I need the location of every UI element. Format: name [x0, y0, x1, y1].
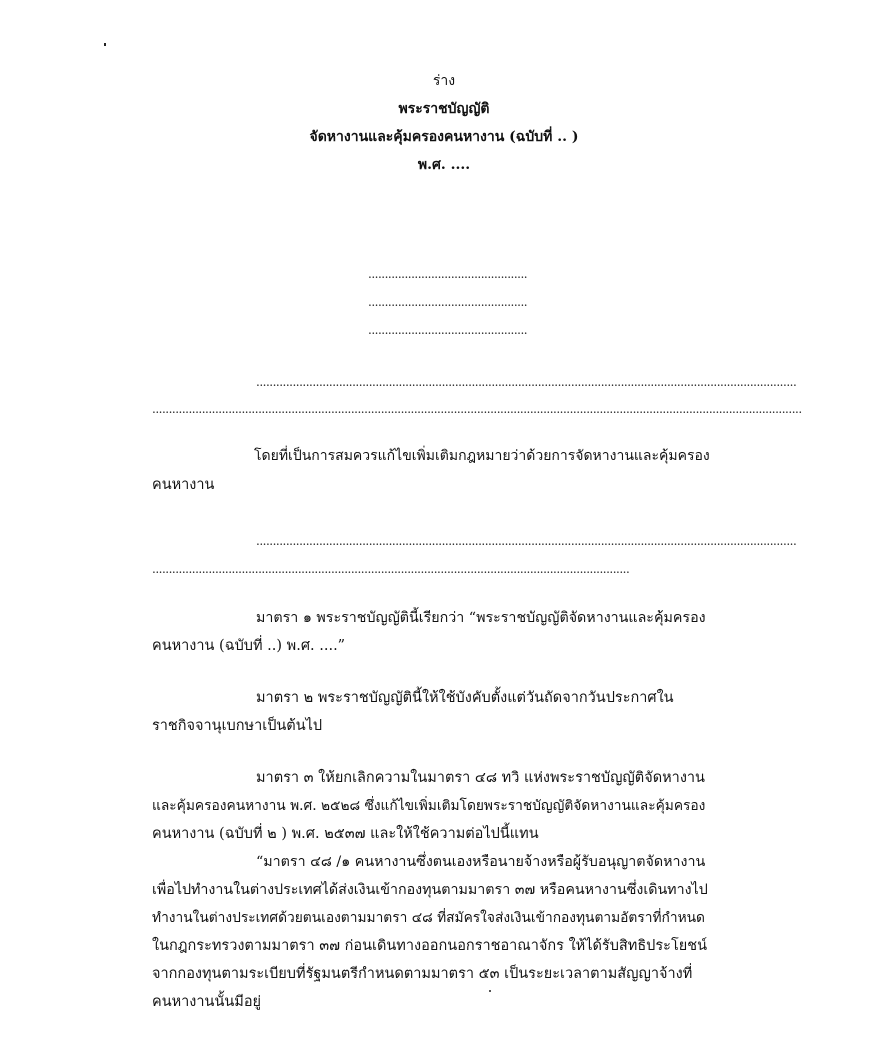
scan-speck	[104, 43, 106, 46]
section-2-text: ราชกิจจานุเบกษาเป็นต้นไป	[152, 718, 323, 734]
section-1-text: มาตรา ๑ พระราชบัญญัตินี้เรียกว่า “พระราชบัญญัติจัดหางานและคุ้มครอง	[256, 610, 706, 626]
preamble-dotted-line: ...................................................................................................................................................................	[256, 375, 797, 389]
signature-line: ................................................	[368, 267, 528, 281]
enacting-dotted-line: ................................................................................................................................................	[152, 562, 630, 576]
section-3-text: มาตรา ๓ ให้ยกเลิกความในมาตรา ๔๘ ทวิ แห่งพระราชบัญญัติจัดหางาน	[256, 770, 705, 786]
section-48-1-text: คนหางานนั้นมีอยู่	[152, 994, 262, 1010]
signature-line: ................................................	[368, 323, 528, 337]
section-3-text: คนหางาน (ฉบับที่ ๒ ) พ.ศ. ๒๕๓๗ และให้ใช้ความต่อไปนี้แทน	[152, 826, 539, 842]
act-title-heading: จัดหางานและคุ้มครองคนหางาน (ฉบับที่ .. )	[309, 129, 579, 145]
whereas-text: คนหางาน	[152, 477, 215, 493]
signature-line: ................................................	[368, 295, 528, 309]
enacting-dotted-line: ...................................................................................................................................................................	[256, 534, 797, 548]
draft-label: ร่าง	[432, 73, 456, 89]
preamble-dotted-line: ....................................................................................................................................................................................................	[152, 402, 802, 416]
section-3-text: และคุ้มครองคนหางาน พ.ศ. ๒๕๒๘ ซึ่งแก้ไขเพิ่มเติมโดยพระราชบัญญัติจัดหางานและคุ้มครอง	[152, 798, 706, 814]
act-year-heading: พ.ศ. ....	[417, 157, 471, 173]
section-48-1-text: ในกฎกระทรวงตามมาตรา ๓๗ ก่อนเดินทางออกนอกราชอาณาจักร ให้ได้รับสิทธิประโยชน์	[152, 938, 707, 954]
section-48-1-text: จากกองทุนตามระเบียบที่รัฐมนตรีกำหนดตามมาตรา ๕๓ เป็นระยะเวลาตามสัญญาจ้างที่	[152, 966, 693, 982]
section-48-1-text: ทำงานในต่างประเทศด้วยตนเองตามมาตรา ๔๘ ที่สมัครใจส่งเงินเข้ากองทุนตามอัตราที่กำหนด	[152, 910, 705, 926]
section-2-text: มาตรา ๒ พระราชบัญญัตินี้ให้ใช้บังคับตั้งแต่วันถัดจากวันประกาศใน	[256, 690, 674, 706]
section-48-1-text: เพื่อไปทำงานในต่างประเทศได้ส่งเงินเข้ากองทุนตามมาตรา ๓๗ หรือคนหางานซึ่งเดินทางไป	[152, 882, 708, 898]
section-48-1-text: “มาตรา ๔๘ /๑ คนหางานซึ่งตนเองหรือนายจ้างหรือผู้รับอนุญาตจัดหางาน	[256, 854, 706, 870]
section-1-text: คนหางาน (ฉบับที่ ..) พ.ศ. ....”	[152, 638, 346, 654]
scan-speck	[489, 990, 491, 992]
whereas-text: โดยที่เป็นการสมควรแก้ไขเพิ่มเติมกฎหมายว่าด้วยการจัดหางานและคุ้มครอง	[254, 448, 710, 464]
act-type-heading: พระราชบัญญัติ	[398, 101, 490, 117]
